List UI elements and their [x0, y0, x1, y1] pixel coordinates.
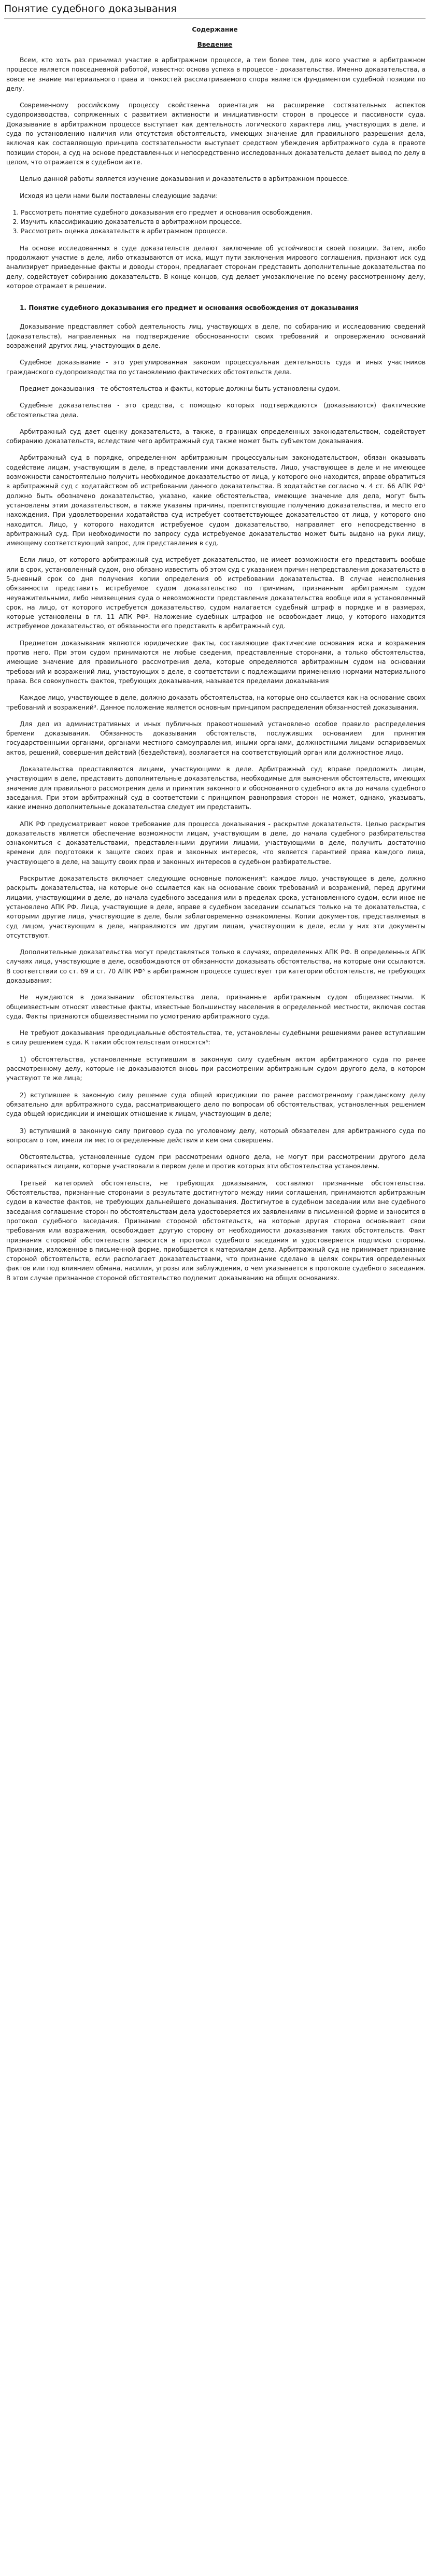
body-paragraph: Не нуждаются в доказывании обстоятельства дела, признанные арбитражным судом общеизвестными. К общеизвестным относят известные факты, известные большинству населения в определенной местности, включая состав суда. Факты признаются общеизвестными по усмотрению арбитражного суда.	[6, 994, 426, 1020]
intro-closing-paragraph: На основе исследованных в суде доказательств делают заключение об устойчивости своей позиции. Затем, любо продолжают участие в деле, либо отказываются от иска, ищут пути заключения мирового соглашения, признают иск суд анализирует приведенные факты и доводы сторон, предлагает сторонам представить дополнительные доказательства по делу, содействует собиранию доказательств. В конце концов, суд делает умозаключение по всему рассмотренному делу, которое отражает в решении.	[6, 244, 426, 290]
task-item: 1. Рассмотреть понятие судебного доказывания его предмет и основания освобождения.	[21, 208, 426, 217]
body-paragraph: Обстоятельства, установленные судом при рассмотрении одного дела, не могут при рассмотрении другого дела оспариваться лицами, которые участвовали в первом деле и против которых эти обстоятельства установлены.	[6, 1153, 426, 1170]
task-item: 3. Рассмотреть оценка доказательств в арбитражном процессе.	[21, 227, 426, 236]
body-paragraph: Доказательства представляются лицами, участвующими в деле. Арбитражный суд вправе предложить лицам, участвующим в деле, представить дополнительные доказательства, необходимые для выяснения обстоятельств, имеющих значение для правильного рассмотрения дела и принятия законного и обоснованного судебного акта до начала судебного заседания. При этом арбитражный суд в соответствии с принципом равноправия сторон не может, однако, указывать, какие именно дополнительные доказательства следует им представить.	[6, 766, 426, 811]
page-title: Понятие судебного доказывания	[4, 3, 426, 19]
body-paragraph: Предмет доказывания - те обстоятельства и факты, которые должны быть установлены судом.	[20, 385, 341, 392]
task-list	[4, 208, 426, 236]
intro-paragraph: Всем, кто хоть раз принимал участие в арбитражном процессе, а тем более тем, для кого участие в арбитражном процессе является повседневной работой, известно: основа успеха в процессе - доказательства. Именно доказательства, а вовсе не знание материального права и тонкостей рассматриваемого спора является фундаментом судебной позиции по делу.	[6, 56, 426, 92]
body-paragraph: Для дел из административных и иных публичных правоотношений установлено особое правило распределения бремени доказывания. Обязанность доказывания обстоятельств, послуживших основанием для принятия государственными органами, органами местного самоуправления, иными органами, должностными лицами оспариваемых актов, решений, совершения действий (бездействия), возлагается на соответствующий орган или должностное лицо.	[6, 720, 426, 756]
body-paragraph: Предметом доказывания являются юридические факты, составляющие фактические основания иска и возражения против него. При этом судом принимаются не любые сведения, представленные сторонами, а только обстоятельства, имеющие значение для правильного рассмотрения дела, которые определяются арбитражным судом на основании требований и возражений лиц, участвующих в деле, в соответствии с подлежащими применению нормами материального права. Вся совокупность фактов, требующих доказывания, называется пределами доказывания	[6, 639, 426, 685]
body-paragraph: Третьей категорией обстоятельств, не требующих доказывания, составляют признанные обстоятельства. Обстоятельства, признанные сторонами в результате достигнутого между ними соглашения, принимаются арбитражным судом в качестве фактов, не требующих дальнейшего доказывания. Достигнутое в судебном заседании или вне судебного заседания соглашение сторон по обстоятельствам дела удостоверяется их заявлениями в письменной форме и заносится в протокол судебного заседания. Признание стороной обстоятельств, на которые другая сторона основывает свои требования или возражения, освобождает другую сторону от необходимости доказывания таких обстоятельств. Факт признания стороной обстоятельств заносится в протокол судебного заседания и удостоверяется подписью стороны. Признание, изложенное в письменной форме, приобщается к материалам дела. Арбитражный суд не принимает признание стороной обстоятельств, если располагает доказательствами, что признание сделано в целях сокрытия определенных фактов или под влиянием обмана, насилия, угрозы или заблуждения, о чем указывается в протоколе судебного заседания. В этом случае признанное стороной обстоятельство подлежит доказыванию на общих основаниях.	[6, 1179, 426, 1282]
body-paragraph: Не требуют доказывания преюдициальные обстоятельства, те, установлены судебными решениями ранее вступившим в силу решением суда. К таким обстоятельствам относятся⁶:	[6, 1029, 426, 1046]
body-paragraph: Раскрытие доказательств включает следующие основные положения⁴: каждое лицо, участвующее в деле, должно раскрыть доказательства, на которые оно ссылается как на основание своих требований и возражений, перед другими лицами, участвующими в деле, до начала судебного заседания или в пределах срока, установленного судом, если иное не установлено АПК РФ. Лица, участвующие в деле, вправе в судебном заседании ссылаться только на те доказательства, с которыми другие лица, участвующие в деле, были заблаговременно ознакомлены. Копии документов, представляемых в суд лицом, участвующим в деле, направляются им другим лицам, участвующим в деле, если у них эти документы отсутствуют.	[6, 875, 426, 939]
body-paragraph: Судебные доказательства - это средства, с помощью которых подтверждаются (доказываются) фактические обстоятельства дела.	[6, 402, 426, 419]
intro-paragraph: Современному российскому процессу свойственна ориентация на расширение состязательных аспектов судопроизводства, сопряженных с развитием активности и инициативности сторон в процессе и пассивности суда. Доказывание в арбитражном процессе выступает как деятельность логического характера лиц, участвующих в деле, и суда по установлению наличия или отсутствия обстоятельств, имеющих значение для правильного разрешения дела, включая как составляющую принципа состязательности выступает средством убеждения арбитражного суда в правоте позиции сторон, а суд на основе представленных и непосредственно исследованных доказательств делает вывод по делу в целом, что отражается в судебном акте.	[6, 102, 426, 166]
body-paragraph: Арбитражный суд дает оценку доказательств, а также, в границах определенных законодательством, содействует собиранию доказательств, вследствие чего арбитражный суд также может быть субъектом доказывания.	[6, 428, 426, 445]
body-paragraph: Если лицо, от которого арбитражный суд истребует доказательство, не имеет возможности его представить вообще или в срок, установленный судом, оно обязано известить об этом суд с указанием причин непредставления доказательств в 5-дневный срок со дня получения копии определения об истребовании доказательства. В случае неисполнения обязанности представить истребуемое судом доказательство по причинам, признанным арбитражным судом неуважительными, либо неизвещения суда о невозможности представления доказательства вообще или в установленный срок, на лицо, от которого истребуется доказательство, судом налагается судебный штраф в порядке и в размерах, которые установлены в гл. 11 АПК РФ². Наложение судебных штрафов не освобождает лицо, у которого находится истребуемое доказательство, от обязанности его представить в арбитражный суд.	[6, 556, 426, 630]
body-paragraph: Доказывание представляет собой деятельность лиц, участвующих в деле, по собиранию и исследованию сведений (доказательств), направленных на подтверждение обоснованности своих требований и опровержению оснований возражений других лиц, участвующих в деле.	[6, 323, 426, 350]
body-paragraph: Каждое лицо, участвующее в деле, должно доказать обстоятельства, на которые оно ссылается как на основание своих требований и возражений³. Данное положение является основным принципом распределения обязанностей доказывания.	[6, 694, 426, 711]
body-paragraph: Судебное доказывание - это урегулированная законом процессуальная деятельность суда и иных участников гражданского судопроизводства по установлению фактических обстоятельств дела.	[6, 359, 426, 376]
task-item: 2. Изучить классификацию доказательств в арбитражном процессе.	[21, 217, 426, 227]
body-paragraph: 1) обстоятельства, установленные вступившим в законную силу судебным актом арбитражного суда по ранее рассмотренному делу, которые не доказываются вновь при рассмотрении арбитражным судом другого дела, в котором участвуют те же лица;	[6, 1055, 426, 1082]
intro-paragraph: Целью данной работы является изучение доказывания и доказательств в арбитражном процессе.	[20, 175, 349, 183]
body-paragraph: АПК РФ предусматривает новое требование для процесса доказывания - раскрытие доказательств. Целью раскрытия доказательств является обеспечение возможности лицам, участвующим в деле, до начала судебного разбирательства ознакомиться с доказательствами, представленными другими лицами, участвующими в деле, получить достаточно времени для подготовки к защите своих прав и законных интересов, что является гарантией права каждого лица, участвующего в деле, на защиту своих прав и законных интересов в судебном разбирательстве.	[6, 820, 426, 866]
body-paragraph: Дополнительные доказательства могут представляться только в случаях, определенных АПК РФ. В определенных АПК случаях лица, участвующие в деле, освобождаются от обязанности доказывать обстоятельства, на которые они ссылаются. В соответствии со ст. 69 и ст. 70 АПК РФ⁵ в арбитражном процессе существует три категории обстоятельств, не требующих доказывания:	[6, 949, 426, 984]
body-paragraph: 2) вступившее в законную силу решение суда общей юрисдикции по ранее рассмотренному гражданскому делу обязательно для арбитражного суда, рассматривающего дело по вопросам об обстоятельствах, установленных решением суда общей юрисдикции и имеющих отношение к лицам, участвующим в деле;	[6, 1091, 426, 1118]
intro-heading: Введение	[197, 41, 233, 49]
body-paragraph: 3) вступивший в законную силу приговор суда по уголовному делу, который обязателен для арбитражного суда по вопросам о том, имели ли место определенные действия и кем они совершены.	[6, 1127, 426, 1144]
body-paragraph: Арбитражный суд в порядке, определенном арбитражным процессуальным законодательством, обязан оказывать содействие лицам, участвующим в деле, в представлении ими доказательств. Лицо, участвующее в деле и не имеющее возможности самостоятельно получить необходимое доказательство от лица, у которого оно находится, вправе обратиться в арбитражный суд с ходатайством об истребовании данного доказательства. В ходатайстве согласно ч. 4 ст. 66 АПК РФ¹ должно быть обозначено доказательство, указано, какие обстоятельства, имеющие значение для дела, могут быть установлены этим доказательством, а также указаны причины, препятствующие получению доказательства, и место его нахождения. При удовлетворении ходатайства суд истребует соответствующее доказательство от лица, у которого оно находится. Лицо, у которого находится истребуемое судом доказательство, направляет его непосредственно в арбитражный суд. При необходимости по запросу суда истребуемое доказательство может быть выдано на руки лицу, имеющему соответствующий запрос, для представления в суд.	[6, 454, 426, 547]
section-heading: 1. Понятие судебного доказывания его предмет и основания освобождения от доказывания	[20, 304, 359, 312]
intro-paragraph: Исходя из цели нами были поставлены следующие задачи:	[20, 192, 218, 200]
contents-heading: Содержание	[192, 25, 238, 33]
